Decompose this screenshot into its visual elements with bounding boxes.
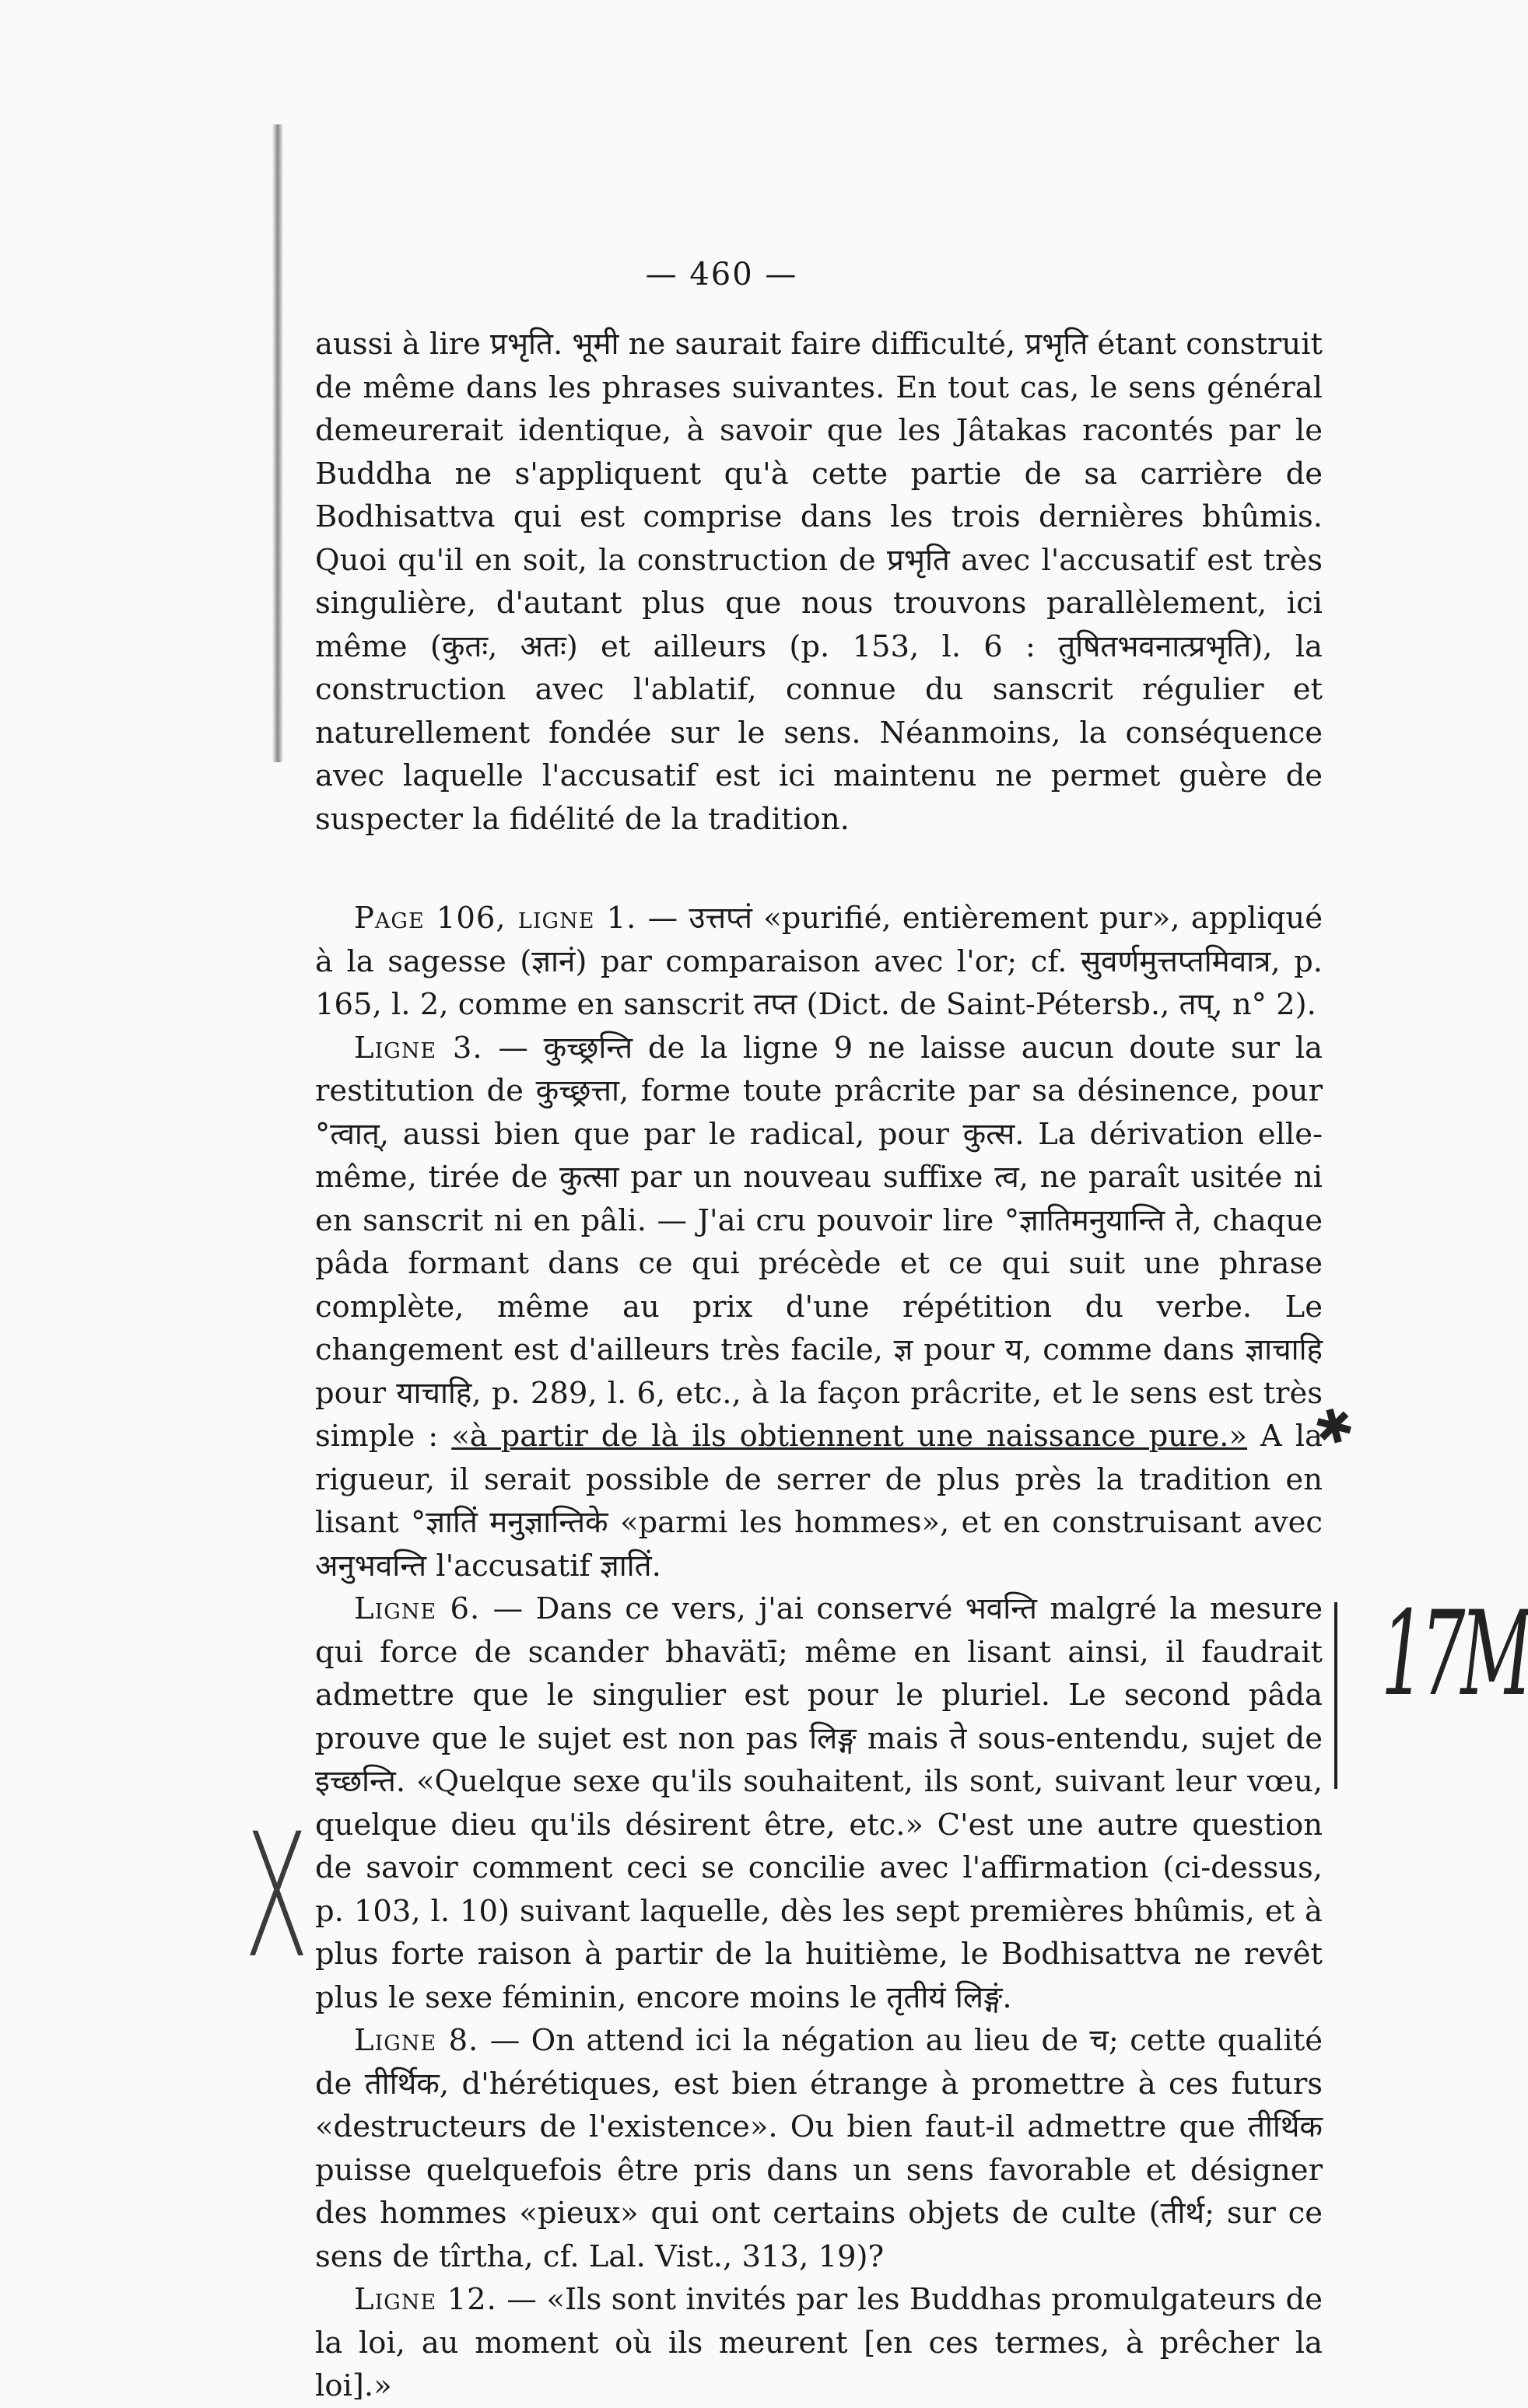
paragraph-ligne-6 [315, 1587, 1323, 2019]
underlined-quote: «à partir de là ils obtiennent une naissance pure.» [451, 1419, 1248, 1454]
section-gap [315, 841, 1323, 897]
handwritten-margin-note: 17M [1380, 1587, 1528, 1722]
paragraph-text: — Dans ce vers, j'ai conservé भवन्ति malgré la mesure qui force de scander bhavätī; même en lisant ainsi, il faudrait admettre que le singulier est pour le pluriel. Le second pâda prouve que le sujet est non pas लिङ्ग mais ते sous-entendu, sujet de इच्छन्ति. «Quelque sexe qu'ils souhaitent, ils sont, suivant leur vœu, quelque dieu qu'ils désirent être, etc.» C'est une autre question de savoir comment ceci se concilie avec l'affirmation (ci-dessus, p. 103, l. 10) suivant laquelle, dès les sept premières bhûmis, et à plus forte raison à partir de la huitième, le Bodhisattva ne revêt plus le sexe féminin, encore moins le तृतीयं लिङ्गं. [315, 1591, 1323, 2015]
paragraph-lead: Page 106, ligne 1. [354, 901, 637, 936]
paragraph-lead: Ligne 8. [354, 2023, 479, 2058]
paragraph-ligne-12 [315, 2278, 1323, 2408]
page-number: — 460 — [645, 257, 798, 292]
handwritten-margin-bar [1334, 1602, 1337, 1789]
paragraph-ligne-3 [315, 1027, 1323, 1588]
paragraph-lead: Ligne 3. [354, 1030, 483, 1066]
paragraph-tail: A la rigueur, il serait possible de serrer de plus près la tradition en lisant °ज्ञातिं मनुज्ञान्तिके «parmi les hommes», et en construisant avec अनुभवन्ति l'accusatif ज्ञातिं. [315, 1419, 1323, 1584]
paragraph-text: — «Ils sont invités par les Buddhas promulgateurs de la loi, au moment où ils meurent [en ces termes, à prêcher la loi].» [315, 2282, 1323, 2403]
paragraph-page-106 [315, 897, 1323, 1027]
handwritten-x-mark: X [244, 1797, 309, 1996]
paragraph-continuation [315, 323, 1323, 841]
paragraph-lead: Ligne 6. [354, 1591, 481, 1626]
paragraph-text: aussi à lire प्रभृति. भूमी ne saurait faire difficulté, प्रभृति étant construit de même dans les phrases suivantes. En tout cas, le sens général demeurerait identique, à savoir que les Jâtakas racontés par le Buddha ne s'appliquent qu'à cette partie de sa carrière de Bodhisattva qui est comprise dans les trois dernières bhûmis. Quoi qu'il en soit, la construction de प्रभृति avec l'accusatif est très singulière, d'autant plus que nous trouvons parallèlement, ici même (कुतः, अतः) et ailleurs (p. 153, l. 6 : तुषितभवनात्प्रभृति), la construction avec l'ablatif, connue du sanscrit régulier et naturellement fondée sur le sens. Néanmoins, la conséquence avec laquelle l'accusatif est ici maintenu ne permet guère de suspecter la fidélité de la tradition. [315, 327, 1323, 837]
paragraph-text: — उत्तप्तं «purifié, entièrement pur», appliqué à la sagesse (ज्ञानं) par comparaison avec l'or; cf. सुवर्णमुत्तप्तमिवात्र, p. 165, l. 2, comme en sanscrit तप्त (Dict. de Saint-Pétersb., तप्, n° 2). [315, 901, 1323, 1022]
paragraph-lead: Ligne 12. [354, 2282, 497, 2317]
paragraph-text: — कुच्छ्रन्ति de la ligne 9 ne laisse aucun doute sur la restitution de कुच्छ्रत्ता, forme toute prâcrite par sa désinence, pour °त्वात्, aussi bien que par le radical, pour कुत्स. La dérivation elle-même, tirée de कुत्सा par un nouveau suffixe त्व, ne paraît usitée ni en sanscrit ni en pâli. — J'ai cru pouvoir lire °ज्ञातिमनुयान्ति ते, chaque pâda formant dans ce qui précède et ce qui suit une phrase complète, même au prix d'une répétition du verbe. Le changement est d'ailleurs très facile, ज्ञ pour य, comme dans ज्ञाचाहि pour याचाहि, p. 289, l. 6, etc., à la façon prâcrite, et le sens est très simple : [315, 1030, 1323, 1454]
binding-edge [272, 124, 283, 762]
handwritten-star-mark: ✱ [1308, 1395, 1361, 1459]
body-text [315, 323, 1323, 2408]
paragraph-ligne-8 [315, 2019, 1323, 2278]
paragraph-text: — On attend ici la négation au lieu de च; cette qualité de तीर्थिक, d'hérétiques, est bien étrange à promettre à ces futurs «destructeurs de l'existence». Ou bien faut-il admettre que तीर्थिक puisse quelquefois être pris dans un sens favorable et désigner des hommes «pieux» qui ont certains objets de culte (तीर्थ; sur ce sens de tîrtha, cf. Lal. Vist., 313, 19)? [315, 2023, 1323, 2274]
